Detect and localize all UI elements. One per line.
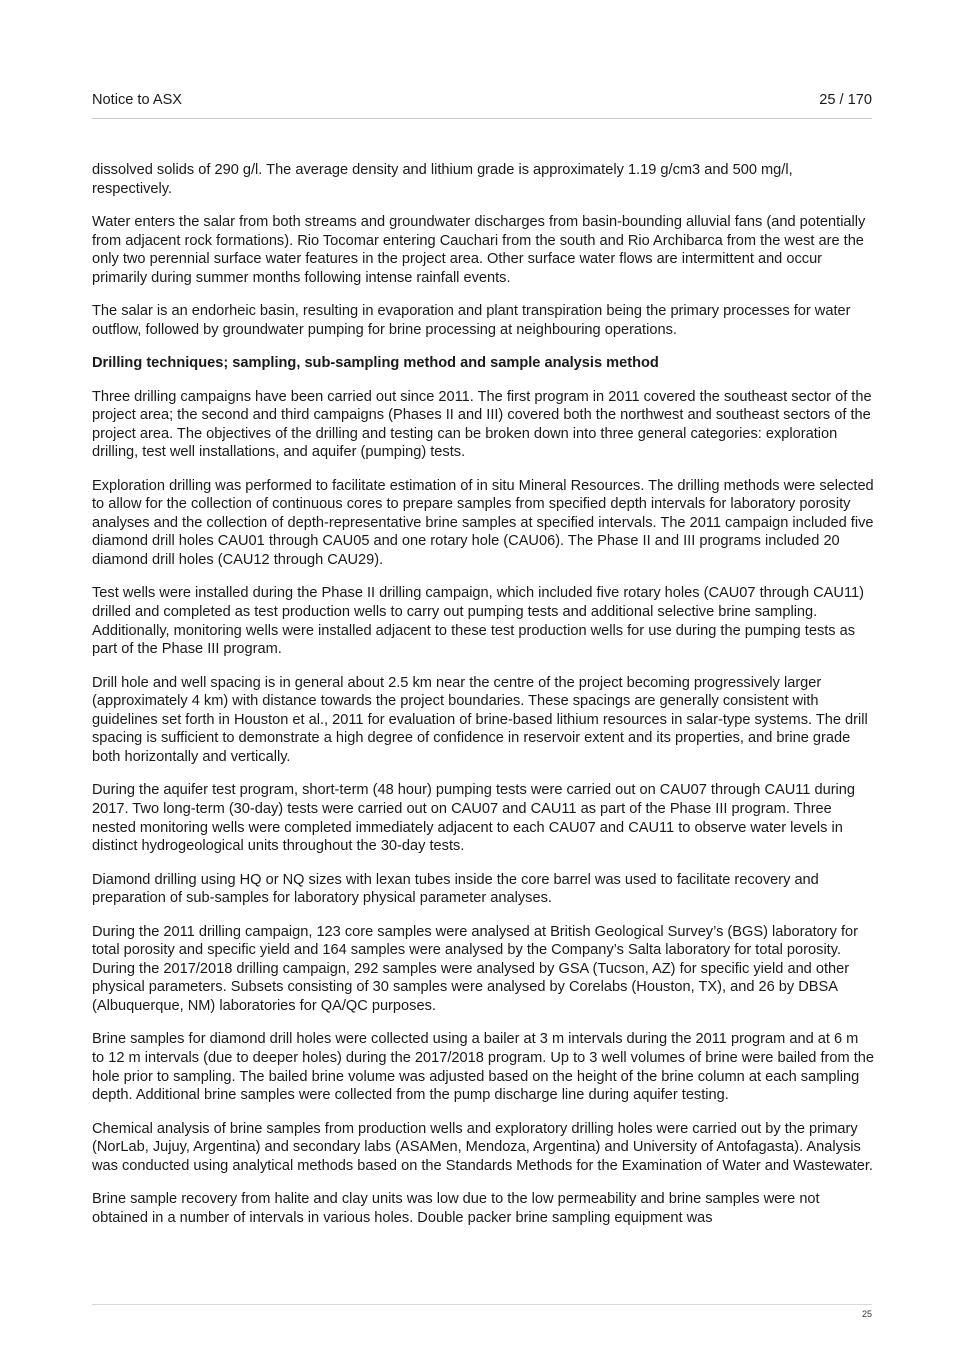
paragraph: dissolved solids of 290 g/l. The average density and lithium grade is approximately 1.19 g/cm3 and 500 mg/l, respectively. bbox=[92, 162, 793, 197]
paragraph: During the aquifer test program, short-term (48 hour) pumping tests were carried out on CAU07 through CAU11 during 2017. Two long-term (30-day) tests were carried out on CAU07 and CAU11 as part of the Phase III program. Three nested monitoring wells were completed immediately adjacent to each CAU07 and CAU11 to observe water levels in distinct hydrogeological units throughout the 30-day tests. bbox=[92, 782, 856, 855]
section-heading: Drilling techniques; sampling, sub-sampling method and sample analysis method bbox=[92, 355, 659, 372]
paragraph: Drill hole and well spacing is in general about 2.5 km near the centre of the project becoming progressively larger (approximately 4 km) with distance towards the project boundaries. These spacings are generally consistent with guidelines set forth in Houston et al., 2011 for evaluation of brine-based lithium resources in salar-type systems. The drill spacing is sufficient to demonstrate a high degree of confidence in reservoir extent and its properties, and brine grade both horizontally and vertically. bbox=[92, 674, 868, 766]
paragraph: Brine samples for diamond drill holes were collected using a bailer at 3 m intervals during the 2011 program and at 6 m to 12 m intervals (due to deeper holes) during the 2017/2018 program. Up to 3 well volumes of brine were bailed from the hole prior to sampling. The bailed brine volume was adjusted based on the height of the brine column at each sampling depth. Additional brine samples were collected from the pump discharge line during aquifer testing. bbox=[92, 1031, 875, 1104]
paragraph: Exploration drilling was performed to facilitate estimation of in situ Mineral Resources. The drilling methods were selected to allow for the collection of continuous cores to prepare samples from specified depth intervals for laboratory porosity analyses and the collection of depth-representative brine samples at specified intervals. The 2011 campaign included five diamond drill holes CAU01 through CAU05 and one rotary hole (CAU06). The Phase II and III programs included 20 diamond drill holes (CAU12 through CAU29). bbox=[92, 477, 874, 569]
document-body bbox=[92, 161, 874, 1242]
paragraph: The salar is an endorheic basin, resulting in evaporation and plant transpiration being the primary processes for water outflow, followed by groundwater pumping for brine processing at neighbouring operations. bbox=[92, 303, 851, 338]
paragraph: Brine sample recovery from halite and clay units was low due to the low permeability and brine samples were not obtained in a number of intervals in various holes. Double packer brine sampling equipment was bbox=[92, 1191, 820, 1226]
paragraph: Chemical analysis of brine samples from production wells and exploratory drilling holes were carried out by the primary (NorLab, Jujuy, Argentina) and secondary labs (ASAMen, Mendoza, Argentina) and University of Antofagasta). Analysis was conducted using analytical methods based on the Standards Methods for the Examination of Water and Wastewater. bbox=[92, 1120, 873, 1174]
page-header bbox=[92, 92, 872, 119]
paragraph: Three drilling campaigns have been carried out since 2011. The first program in 2011 covered the southeast sector of the project area; the second and third campaigns (Phases II and III) covered both the northwest and southeast sectors of the project area. The objectives of the drilling and testing can be broken down into three general categories: exploration drilling, test well installations, and aquifer (pumping) tests. bbox=[92, 388, 872, 461]
footer-page-number: 25 bbox=[861, 1309, 872, 1319]
page-indicator: 25 / 170 bbox=[819, 92, 872, 108]
footer-divider bbox=[92, 1304, 872, 1305]
paragraph: During the 2011 drilling campaign, 123 core samples were analysed at British Geological Survey’s (BGS) laboratory for total porosity and specific yield and 164 samples were analysed by the Company’s Salta laboratory for total porosity. During the 2017/2018 drilling campaign, 292 samples were analysed by GSA (Tucson, AZ) for specific yield and other physical parameters. Subsets consisting of 30 samples were analysed by Corelabs (Houston, TX), and 26 by DBSA (Albuquerque, NM) laboratories for QA/QC purposes. bbox=[92, 923, 859, 1014]
paragraph: Test wells were installed during the Phase II drilling campaign, which included five rotary holes (CAU07 through CAU11) drilled and completed as test production wells to carry out pumping tests and additional selective brine sampling. Additionally, monitoring wells were installed adjacent to these test production wells for use during the pumping tests as part of the Phase III program. bbox=[92, 585, 864, 658]
paragraph: Water enters the salar from both streams and groundwater discharges from basin-bounding alluvial fans (and potentially from adjacent rock formations). Rio Tocomar entering Cauchari from the south and Rio Archibarca from the west are the only two perennial surface water features in the project area. Other surface water flows are intermittent and occur primarily during summer months following intense rainfall events. bbox=[92, 213, 866, 286]
paragraph: Diamond drilling using HQ or NQ sizes with lexan tubes inside the core barrel was used to facilitate recovery and preparation of sub-samples for laboratory physical parameter analyses. bbox=[92, 871, 819, 907]
document-title: Notice to ASX bbox=[92, 92, 183, 108]
